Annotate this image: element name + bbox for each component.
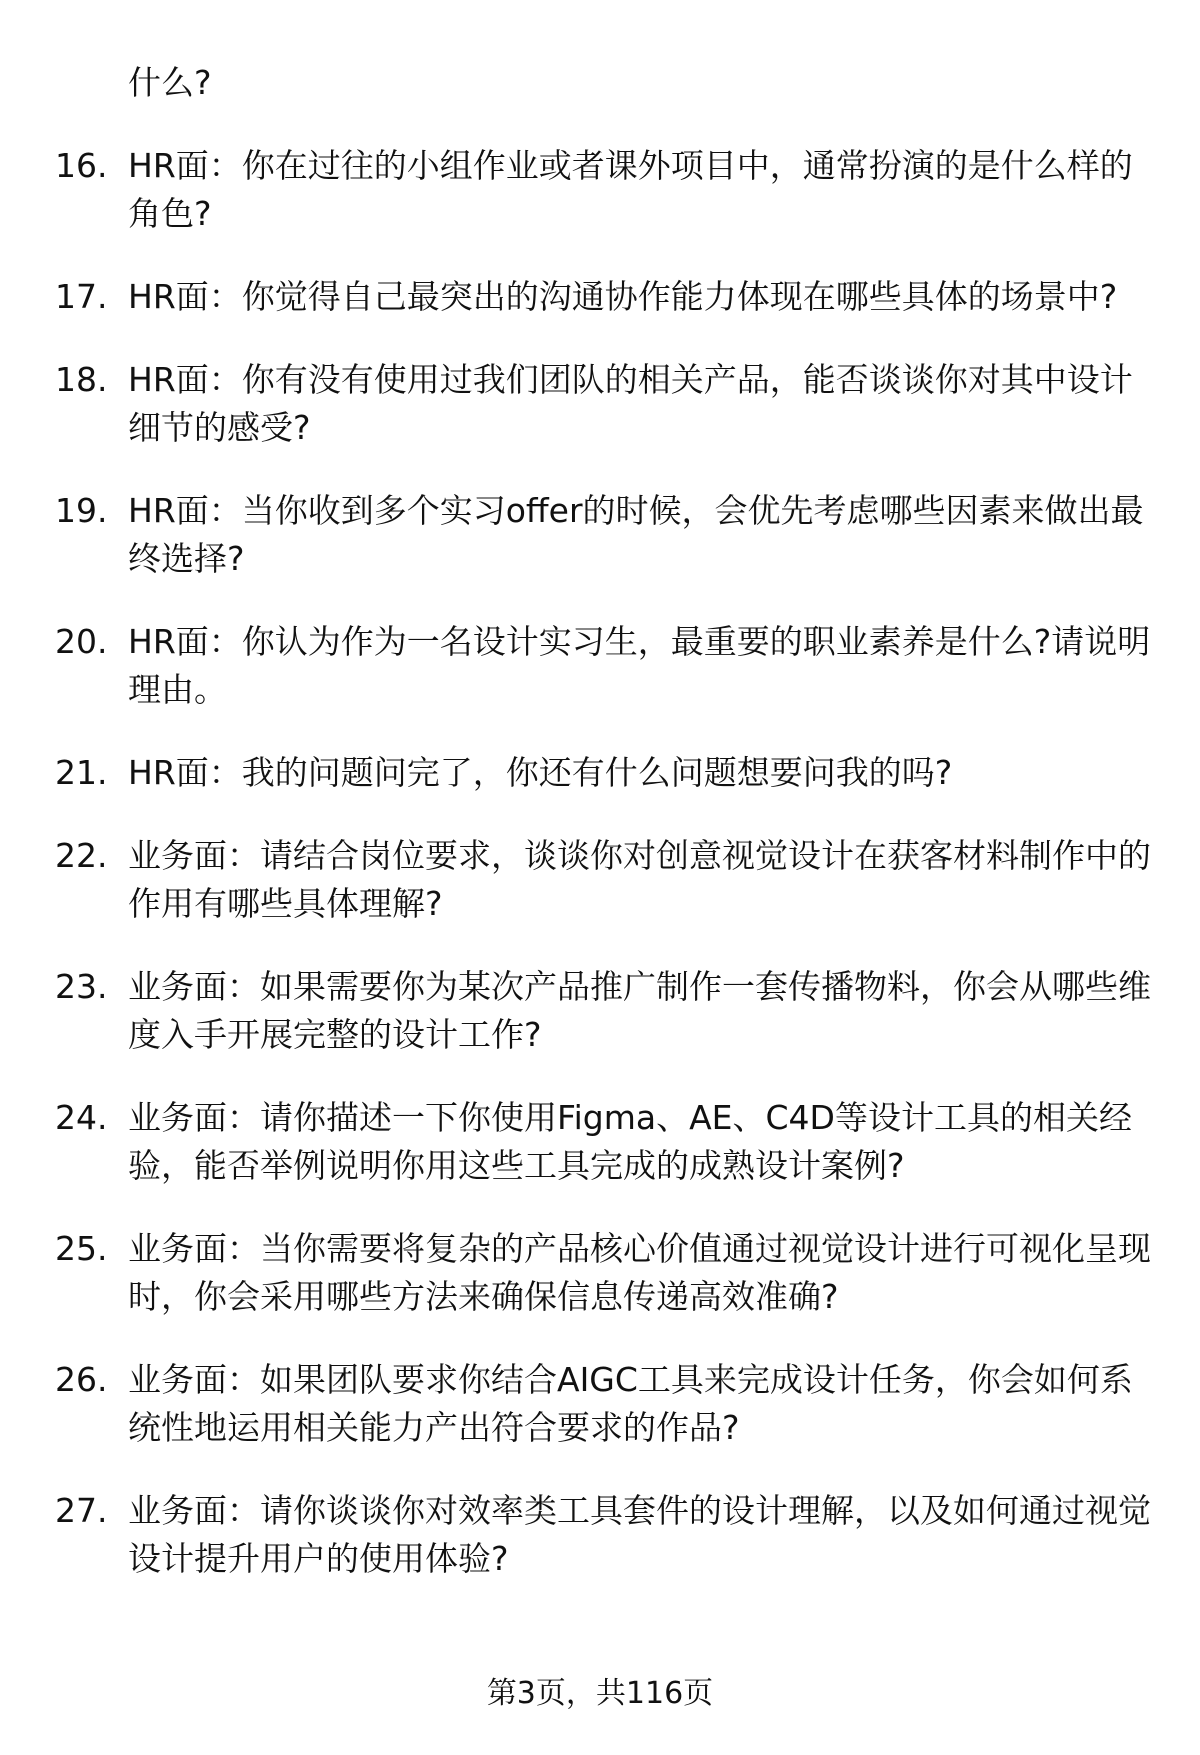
question-list <box>0 59 1200 1618</box>
question-continuation: 什么? <box>128 63 212 102</box>
question-number: 25. <box>55 1229 108 1268</box>
question-number: 18. <box>55 360 108 399</box>
question-number: 17. <box>55 277 108 316</box>
question-number: 16. <box>55 146 108 185</box>
question-item <box>0 1487 1200 1583</box>
question-text: 业务面：请你谈谈你对效率类工具套件的设计理解，以及如何通过视觉设计提升用户的使用体验? <box>128 1491 1151 1578</box>
question-item <box>0 142 1200 238</box>
page-number: 第3页，共116页 <box>486 1676 714 1711</box>
question-number: 27. <box>55 1491 108 1530</box>
question-item <box>0 1356 1200 1452</box>
question-item <box>0 749 1200 797</box>
question-number: 24. <box>55 1098 108 1137</box>
question-number: 22. <box>55 836 108 875</box>
question-text: 业务面：请结合岗位要求，谈谈你对创意视觉设计在获客材料制作中的作用有哪些具体理解? <box>128 836 1151 923</box>
question-number: 19. <box>55 491 108 530</box>
question-number: 20. <box>55 622 108 661</box>
question-number: 23. <box>55 967 108 1006</box>
question-text: 业务面：请你描述一下你使用Figma、AE、C4D等设计工具的相关经验，能否举例说明你用这些工具完成的成熟设计案例? <box>128 1098 1132 1185</box>
question-item <box>0 273 1200 321</box>
question-text: HR面：当你收到多个实习offer的时候，会优先考虑哪些因素来做出最终选择? <box>128 491 1144 578</box>
question-text: HR面：你在过往的小组作业或者课外项目中，通常扮演的是什么样的角色? <box>128 146 1133 233</box>
question-item <box>0 487 1200 583</box>
question-number: 21. <box>55 753 108 792</box>
question-item <box>0 963 1200 1059</box>
question-text: HR面：我的问题问完了，你还有什么问题想要问我的吗? <box>128 753 953 792</box>
question-text: 业务面：如果团队要求你结合AIGC工具来完成设计任务，你会如何系统性地运用相关能力产出符合要求的作品? <box>128 1360 1133 1447</box>
question-item <box>0 832 1200 928</box>
question-item <box>0 1225 1200 1321</box>
question-text: HR面：你觉得自己最突出的沟通协作能力体现在哪些具体的场景中? <box>128 277 1118 316</box>
question-item <box>0 356 1200 452</box>
question-text: HR面：你有没有使用过我们团队的相关产品，能否谈谈你对其中设计细节的感受? <box>128 360 1133 447</box>
question-item <box>0 1094 1200 1190</box>
question-text: 业务面：当你需要将复杂的产品核心价值通过视觉设计进行可视化呈现时，你会采用哪些方法来确保信息传递高效准确? <box>128 1229 1151 1316</box>
question-text: HR面：你认为作为一名设计实习生，最重要的职业素养是什么?请说明理由。 <box>128 622 1151 709</box>
question-item <box>0 618 1200 714</box>
question-number: 26. <box>55 1360 108 1399</box>
question-text: 业务面：如果需要你为某次产品推广制作一套传播物料，你会从哪些维度入手开展完整的设计工作? <box>128 967 1151 1054</box>
